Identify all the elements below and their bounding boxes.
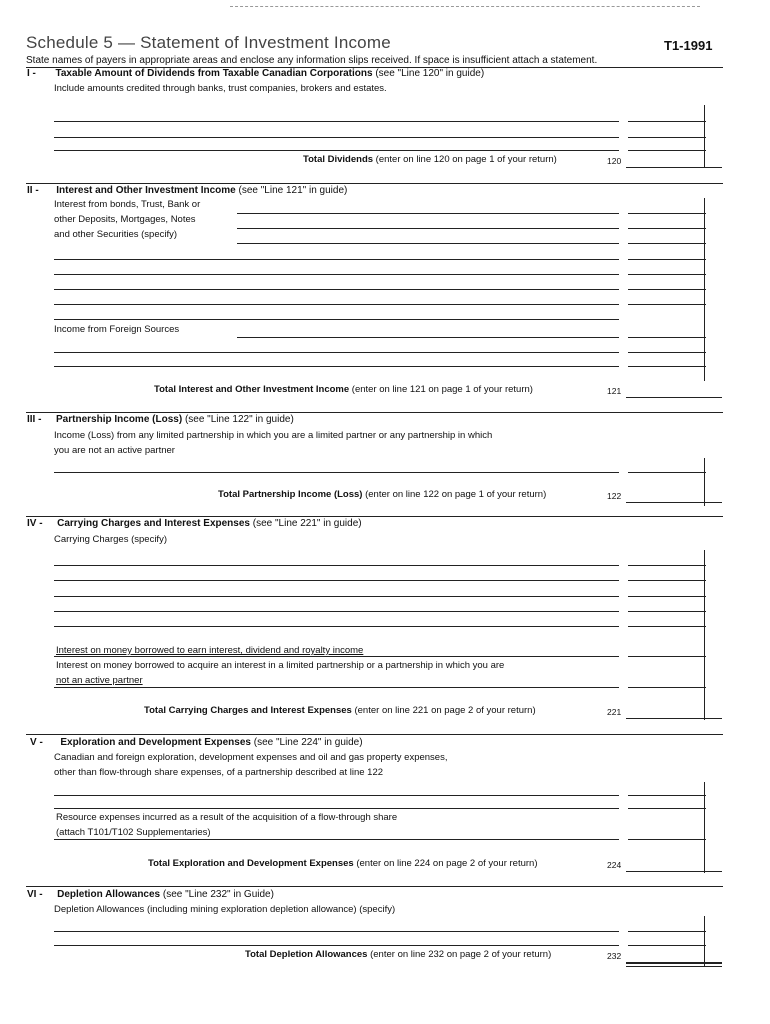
foreign-income-entry-line[interactable] [54,366,619,367]
section-3-desc-1: Income (Loss) from any limited partnership in which you are a limited partner or any partnership in which [54,430,493,441]
section-1-total [303,154,557,165]
carrying-amount-line[interactable] [628,611,706,612]
section-3-number: III - [27,414,42,425]
section-4-desc: Carrying Charges (specify) [54,534,167,545]
section-6-total [245,949,551,960]
form-number: T1-1991 [664,38,713,53]
section-3-title: Partnership Income (Loss) [56,414,183,425]
foreign-income-label: Income from Foreign Sources [54,324,180,335]
section-5-ref: (see "Line 224" in guide) [253,737,363,748]
section-divider [26,516,723,517]
section-2-total-label: Total Interest and Other Investment Income [154,384,350,395]
exploration-entry-line[interactable] [54,795,619,796]
interest-partnership-label-2: not an active partner [56,675,143,686]
section-5-desc-1: Canadian and foreign exploration, development expenses and oil and gas property expenses, [54,752,448,763]
interest-entry-line[interactable] [54,274,619,275]
section-2-desc-1: Interest from bonds, Trust, Bank or [54,199,201,210]
line-120-number: 120 [607,156,622,166]
section-1-desc: Include amounts credited through banks, trust companies, brokers and estates. [54,83,387,94]
section-5-total-label: Total Exploration and Development Expenses [148,858,354,869]
interest-borrowed-amount[interactable] [628,656,706,657]
depletion-amount-line[interactable] [628,931,706,932]
foreign-income-entry-line[interactable] [54,352,619,353]
carrying-amount-line[interactable] [628,565,706,566]
resource-expenses-label-2: (attach T101/T102 Supplementaries) [56,827,211,838]
carrying-entry-line[interactable] [54,626,619,627]
section-1-title: Taxable Amount of Dividends from Taxable Canadian Corporations [55,68,373,79]
interest-partnership-line[interactable] [54,687,619,688]
exploration-amount-line[interactable] [628,795,706,796]
section-1-total-label: Total Dividends [303,154,374,165]
dividend-amount-line[interactable] [628,121,706,122]
dividend-entry-line[interactable] [54,137,619,138]
section-6-heading [27,889,274,900]
partnership-amount-line[interactable] [628,472,706,473]
total-interest-field[interactable] [626,397,722,398]
section-1-total-note: (enter on line 120 on page 1 of your return) [375,154,557,165]
total-carrying-field[interactable] [626,718,722,719]
section-5-total [148,858,538,869]
section-4-total-label: Total Carrying Charges and Interest Expenses [144,705,352,716]
section-5-number: V - [30,737,43,748]
section-4-title: Carrying Charges and Interest Expenses [57,518,250,529]
carrying-amount-line[interactable] [628,596,706,597]
section-divider [26,183,723,184]
interest-partnership-label-1: Interest on money borrowed to acquire an interest in a limited partnership or a partnership in which you are [56,660,505,671]
section-divider [26,412,723,413]
section-divider [26,886,723,887]
section-6-ref: (see "Line 232" in Guide) [162,889,274,900]
section-2-number: II - [27,185,39,196]
dividend-entry-line[interactable] [54,121,619,122]
section-4-heading [27,518,362,529]
section-5-total-note: (enter on line 224 on page 2 of your return) [356,858,538,869]
total-depletion-double-rule [626,966,722,967]
interest-entry-line[interactable] [54,304,619,305]
section-2-total-note: (enter on line 121 on page 1 of your return) [351,384,533,395]
interest-partnership-amount[interactable] [628,687,706,688]
carrying-amount-line[interactable] [628,626,706,627]
line-122-number: 122 [607,491,622,501]
section-5-heading [30,737,363,748]
interest-entry-line[interactable] [237,228,619,229]
dividend-amount-line[interactable] [628,137,706,138]
interest-amount-line[interactable] [628,304,706,305]
section-3-ref: (see "Line 122" in guide) [184,414,294,425]
interest-entry-line[interactable] [237,213,619,214]
total-exploration-field[interactable] [626,871,722,872]
section-2-ref: (see "Line 121" in guide) [238,185,348,196]
amount-column-rule [704,198,705,381]
line-232-number: 232 [607,951,622,961]
section-6-total-note: (enter on line 232 on page 2 of your return) [370,949,552,960]
subtitle: State names of payers in appropriate areas and enclose any information slips received. If space is insufficient attach a statement. [26,55,598,66]
amount-column-rule [704,550,705,720]
page-title: Schedule 5 — Statement of Investment Income [26,33,391,52]
carrying-entry-line[interactable] [54,565,619,566]
exploration-amount-line[interactable] [628,808,706,809]
dividend-entry-line[interactable] [54,150,619,151]
depletion-entry-line[interactable] [54,931,619,932]
amount-column-rule [704,105,705,167]
line-224-number: 224 [607,860,622,870]
section-1-heading [27,68,484,79]
total-depletion-field[interactable] [626,962,722,964]
total-partnership-field[interactable] [626,502,722,503]
carrying-entry-line[interactable] [54,611,619,612]
section-6-total-label: Total Depletion Allowances [245,949,368,960]
interest-amount-line[interactable] [628,243,706,244]
foreign-income-amount-line[interactable] [628,352,706,353]
interest-borrowed-label: Interest on money borrowed to earn interest, dividend and royalty income [56,645,364,656]
partnership-entry-line[interactable] [54,472,619,473]
section-6-title: Depletion Allowances [57,889,161,900]
interest-borrowed-line[interactable] [54,656,619,657]
section-4-number: IV - [27,518,43,529]
section-3-total-label: Total Partnership Income (Loss) [218,489,363,500]
amount-column-rule [704,916,705,966]
section-2-total [154,384,533,395]
section-3-heading [27,414,294,425]
section-1-number: I - [27,68,36,79]
dividend-amount-line[interactable] [628,150,706,151]
section-2-desc-2: other Deposits, Mortgages, Notes [54,214,196,225]
resource-expenses-line[interactable] [54,839,619,840]
section-6-desc: Depletion Allowances (including mining exploration depletion allowance) (specify) [54,904,396,915]
section-4-total-note: (enter on line 221 on page 2 of your return) [354,705,536,716]
total-dividends-field[interactable] [626,167,722,168]
carrying-entry-line[interactable] [54,580,619,581]
section-2-desc-3: and other Securities (specify) [54,229,178,240]
resource-expenses-label-1: Resource expenses incurred as a result of the acquisition of a flow-through share [56,812,398,823]
section-3-total-note: (enter on line 122 on page 1 of your return) [365,489,547,500]
section-2-title: Interest and Other Investment Income [56,185,236,196]
section-5-title: Exploration and Development Expenses [60,737,251,748]
section-3-desc-2: you are not an active partner [54,445,175,456]
foreign-income-amount-line[interactable] [628,366,706,367]
interest-amount-line[interactable] [628,228,706,229]
line-221-number: 221 [607,707,622,717]
section-2-heading [27,185,347,196]
depletion-amount-line[interactable] [628,945,706,946]
interest-amount-line[interactable] [628,289,706,290]
interest-entry-line[interactable] [54,259,619,260]
carrying-amount-line[interactable] [628,580,706,581]
interest-amount-line[interactable] [628,259,706,260]
interest-entry-line[interactable] [54,319,619,320]
foreign-income-entry-line[interactable] [237,337,619,338]
section-4-total [144,705,536,716]
carrying-entry-line[interactable] [54,596,619,597]
section-4-ref: (see "Line 221" in guide) [252,518,362,529]
interest-amount-line[interactable] [628,213,706,214]
section-divider [26,734,723,735]
section-3-total [218,489,546,500]
interest-entry-line[interactable] [54,289,619,290]
section-1-ref: (see "Line 120" in guide) [375,68,485,79]
exploration-entry-line[interactable] [54,808,619,809]
line-121-number: 121 [607,386,622,396]
amount-column-rule [704,782,705,873]
section-5-desc-2: other than flow-through share expenses, of a partnership described at line 122 [54,767,384,778]
amount-column-rule [704,458,705,506]
top-rule [230,6,700,7]
interest-entry-line[interactable] [237,243,619,244]
interest-amount-line[interactable] [628,274,706,275]
section-6-number: VI - [27,889,43,900]
foreign-income-amount-line[interactable] [628,337,706,338]
resource-expenses-amount[interactable] [628,839,706,840]
depletion-entry-line[interactable] [54,945,619,946]
